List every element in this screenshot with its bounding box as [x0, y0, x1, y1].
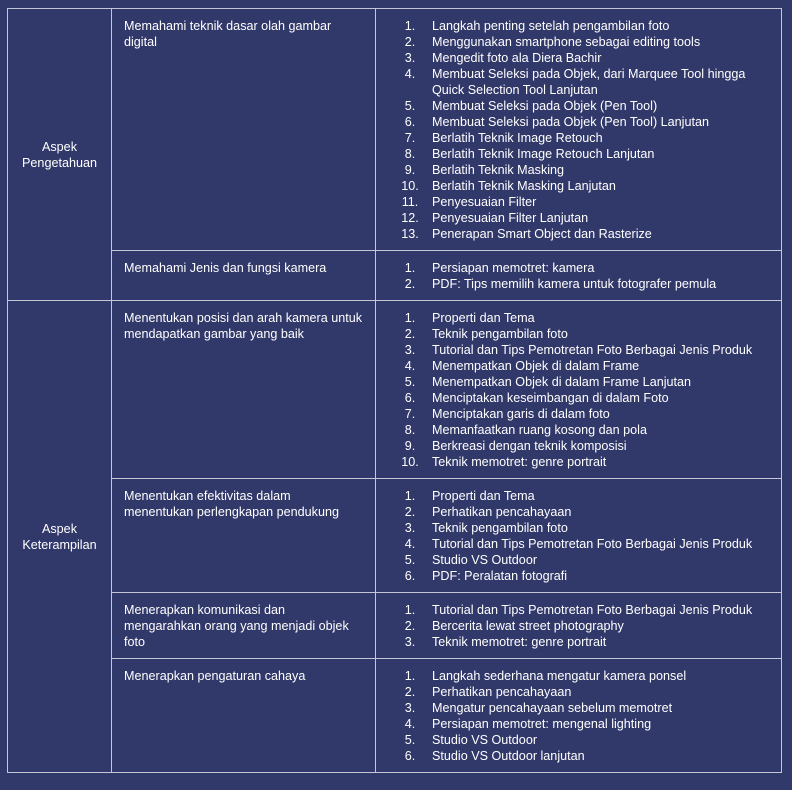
list-item-number: 9. [404, 439, 416, 453]
list-item-number: 9. [404, 163, 416, 177]
aspect-cell [8, 301, 112, 773]
competency-cell: Menerapkan pengaturan cahaya [112, 659, 376, 773]
list-item-text: Mengatur pencahayaan sebelum memotret [432, 701, 673, 715]
list-item-text: Membuat Seleksi pada Objek (Pen Tool) [432, 99, 658, 113]
list-item-number: 1. [404, 261, 416, 275]
list-item-text: Membuat Seleksi pada Objek (Pen Tool) Lanjutan [432, 115, 709, 129]
list-item-text: Menciptakan garis di dalam foto [432, 407, 610, 421]
list-item-number: 10. [401, 179, 419, 193]
table-row [8, 659, 782, 773]
table-row [8, 251, 782, 301]
list-item [388, 684, 777, 700]
list-item-number: 4. [404, 537, 416, 551]
list-item [388, 732, 777, 748]
materials-cell [376, 659, 782, 773]
list-item-text: Menciptakan keseimbangan di dalam Foto [432, 391, 669, 405]
materials-list [388, 602, 777, 650]
materials-cell [376, 593, 782, 659]
list-item-text: Langkah sederhana mengatur kamera ponsel [432, 669, 687, 683]
list-item-text: Properti dan Tema [432, 311, 535, 325]
curriculum-table-body [8, 9, 782, 773]
list-item-text: Penyesuaian Filter [432, 195, 537, 209]
table-row [8, 593, 782, 659]
list-item [388, 146, 777, 162]
list-item-number: 3. [404, 635, 416, 649]
materials-cell [376, 251, 782, 301]
materials-list [388, 488, 777, 584]
list-item-number: 3. [404, 343, 416, 357]
list-item-number: 1. [404, 489, 416, 503]
list-item [388, 342, 777, 358]
list-item-text: Penerapan Smart Object dan Rasterize [432, 227, 652, 241]
list-item-number: 3. [404, 51, 416, 65]
list-item-text: Teknik pengambilan foto [432, 327, 568, 341]
list-item [388, 98, 777, 114]
aspect-label-line: Aspek [41, 139, 77, 154]
list-item [388, 114, 777, 130]
aspect-cell [8, 9, 112, 301]
list-item-number: 4. [404, 717, 416, 731]
list-item [388, 748, 777, 764]
list-item [388, 130, 777, 146]
list-item-number: 5. [404, 375, 416, 389]
curriculum-table [7, 8, 782, 773]
list-item-number: 7. [404, 407, 416, 421]
list-item-text: Berlatih Teknik Image Retouch [432, 131, 603, 145]
list-item-number: 5. [404, 733, 416, 747]
list-item-number: 8. [404, 147, 416, 161]
list-item-text: Persiapan memotret: mengenal lighting [432, 717, 652, 731]
list-item-text: PDF: Peralatan fotografi [432, 569, 568, 583]
list-item-text: Menempatkan Objek di dalam Frame Lanjutan [432, 375, 692, 389]
list-item-number: 1. [404, 311, 416, 325]
competency-cell: Menerapkan komunikasi dan mengarahkan orang yang menjadi objek foto [112, 593, 376, 659]
list-item [388, 504, 777, 520]
list-item [388, 358, 777, 374]
list-item-text: Mengedit foto ala Diera Bachir [432, 51, 602, 65]
list-item [388, 276, 777, 292]
list-item-text: Studio VS Outdoor lanjutan [432, 749, 585, 763]
list-item-number: 2. [404, 35, 416, 49]
list-item-number: 11. [401, 195, 419, 209]
list-item [388, 488, 777, 504]
list-item-number: 7. [404, 131, 416, 145]
list-item [388, 162, 777, 178]
list-item [388, 260, 777, 276]
list-item-text: Perhatikan pencahayaan [432, 505, 572, 519]
list-item [388, 634, 777, 650]
list-item [388, 34, 777, 50]
curriculum-table-wrapper [7, 8, 782, 773]
list-item-number: 2. [404, 327, 416, 341]
list-item-text: Berlatih Teknik Masking Lanjutan [432, 179, 616, 193]
materials-cell [376, 9, 782, 251]
list-item-number: 13. [401, 227, 419, 241]
list-item [388, 66, 777, 98]
list-item-number: 12. [401, 211, 419, 225]
list-item [388, 438, 777, 454]
list-item-text: Studio VS Outdoor [432, 553, 538, 567]
list-item-number: 1. [404, 603, 416, 617]
list-item-number: 2. [404, 505, 416, 519]
list-item-number: 4. [404, 67, 416, 81]
list-item [388, 454, 777, 470]
list-item [388, 552, 777, 568]
list-item-text: Tutorial dan Tips Pemotretan Foto Berbagai Jenis Produk [432, 343, 753, 357]
list-item [388, 568, 777, 584]
list-item-text: Langkah penting setelah pengambilan foto [432, 19, 670, 33]
list-item [388, 226, 777, 242]
list-item [388, 422, 777, 438]
list-item-text: Berkreasi dengan teknik komposisi [432, 439, 627, 453]
list-item-number: 2. [404, 277, 416, 291]
list-item-number: 4. [404, 359, 416, 373]
list-item [388, 194, 777, 210]
list-item [388, 700, 777, 716]
materials-cell [376, 301, 782, 479]
list-item-text: Properti dan Tema [432, 489, 535, 503]
competency-cell: Menentukan efektivitas dalam menentukan perlengkapan pendukung [112, 479, 376, 593]
list-item-number: 10. [401, 455, 419, 469]
list-item [388, 668, 777, 684]
list-item [388, 50, 777, 66]
competency-cell: Menentukan posisi dan arah kamera untuk mendapatkan gambar yang baik [112, 301, 376, 479]
list-item-text: Menggunakan smartphone sebagai editing tools [432, 35, 701, 49]
list-item [388, 178, 777, 194]
list-item-number: 3. [404, 701, 416, 715]
aspect-label-line: Keterampilan [22, 537, 97, 552]
list-item-number: 6. [404, 749, 416, 763]
list-item-text: Bercerita lewat street photography [432, 619, 624, 633]
list-item-number: 6. [404, 569, 416, 583]
list-item [388, 520, 777, 536]
list-item [388, 326, 777, 342]
list-item-text: Persiapan memotret: kamera [432, 261, 595, 275]
materials-cell [376, 479, 782, 593]
list-item [388, 602, 777, 618]
list-item [388, 210, 777, 226]
list-item [388, 716, 777, 732]
aspect-label-line: Aspek [41, 521, 77, 536]
list-item-text: Penyesuaian Filter Lanjutan [432, 211, 589, 225]
materials-list [388, 310, 777, 470]
list-item-number: 6. [404, 391, 416, 405]
table-row [8, 9, 782, 251]
list-item [388, 406, 777, 422]
table-row [8, 479, 782, 593]
list-item-text: Studio VS Outdoor [432, 733, 538, 747]
list-item [388, 18, 777, 34]
list-item-number: 2. [404, 619, 416, 633]
list-item [388, 390, 777, 406]
list-item-text: Berlatih Teknik Masking [432, 163, 565, 177]
list-item-number: 1. [404, 669, 416, 683]
list-item [388, 618, 777, 634]
list-item-number: 1. [404, 19, 416, 33]
list-item-text: Teknik memotret: genre portrait [432, 455, 607, 469]
list-item-text: Teknik memotret: genre portrait [432, 635, 607, 649]
list-item-number: 6. [404, 115, 416, 129]
list-item [388, 374, 777, 390]
list-item-text: Tutorial dan Tips Pemotretan Foto Berbagai Jenis Produk [432, 537, 753, 551]
list-item-text: PDF: Tips memilih kamera untuk fotografer pemula [432, 277, 717, 291]
list-item-text: Memanfaatkan ruang kosong dan pola [432, 423, 647, 437]
competency-cell: Memahami Jenis dan fungsi kamera [112, 251, 376, 301]
list-item-number: 5. [404, 553, 416, 567]
aspect-label-line: Pengetahuan [22, 155, 97, 170]
list-item [388, 310, 777, 326]
materials-list [388, 668, 777, 764]
materials-list [388, 260, 777, 292]
list-item-text: Berlatih Teknik Image Retouch Lanjutan [432, 147, 655, 161]
table-row [8, 301, 782, 479]
list-item-text: Tutorial dan Tips Pemotretan Foto Berbagai Jenis Produk [432, 603, 753, 617]
list-item-text: Membuat Seleksi pada Objek, dari Marquee Tool hingga Quick Selection Tool Lanjutan [432, 67, 746, 97]
materials-list [388, 18, 777, 242]
competency-cell: Memahami teknik dasar olah gambar digital [112, 9, 376, 251]
list-item [388, 536, 777, 552]
list-item-number: 5. [404, 99, 416, 113]
list-item-number: 8. [404, 423, 416, 437]
list-item-number: 3. [404, 521, 416, 535]
list-item-text: Teknik pengambilan foto [432, 521, 568, 535]
list-item-text: Perhatikan pencahayaan [432, 685, 572, 699]
list-item-text: Menempatkan Objek di dalam Frame [432, 359, 640, 373]
list-item-number: 2. [404, 685, 416, 699]
